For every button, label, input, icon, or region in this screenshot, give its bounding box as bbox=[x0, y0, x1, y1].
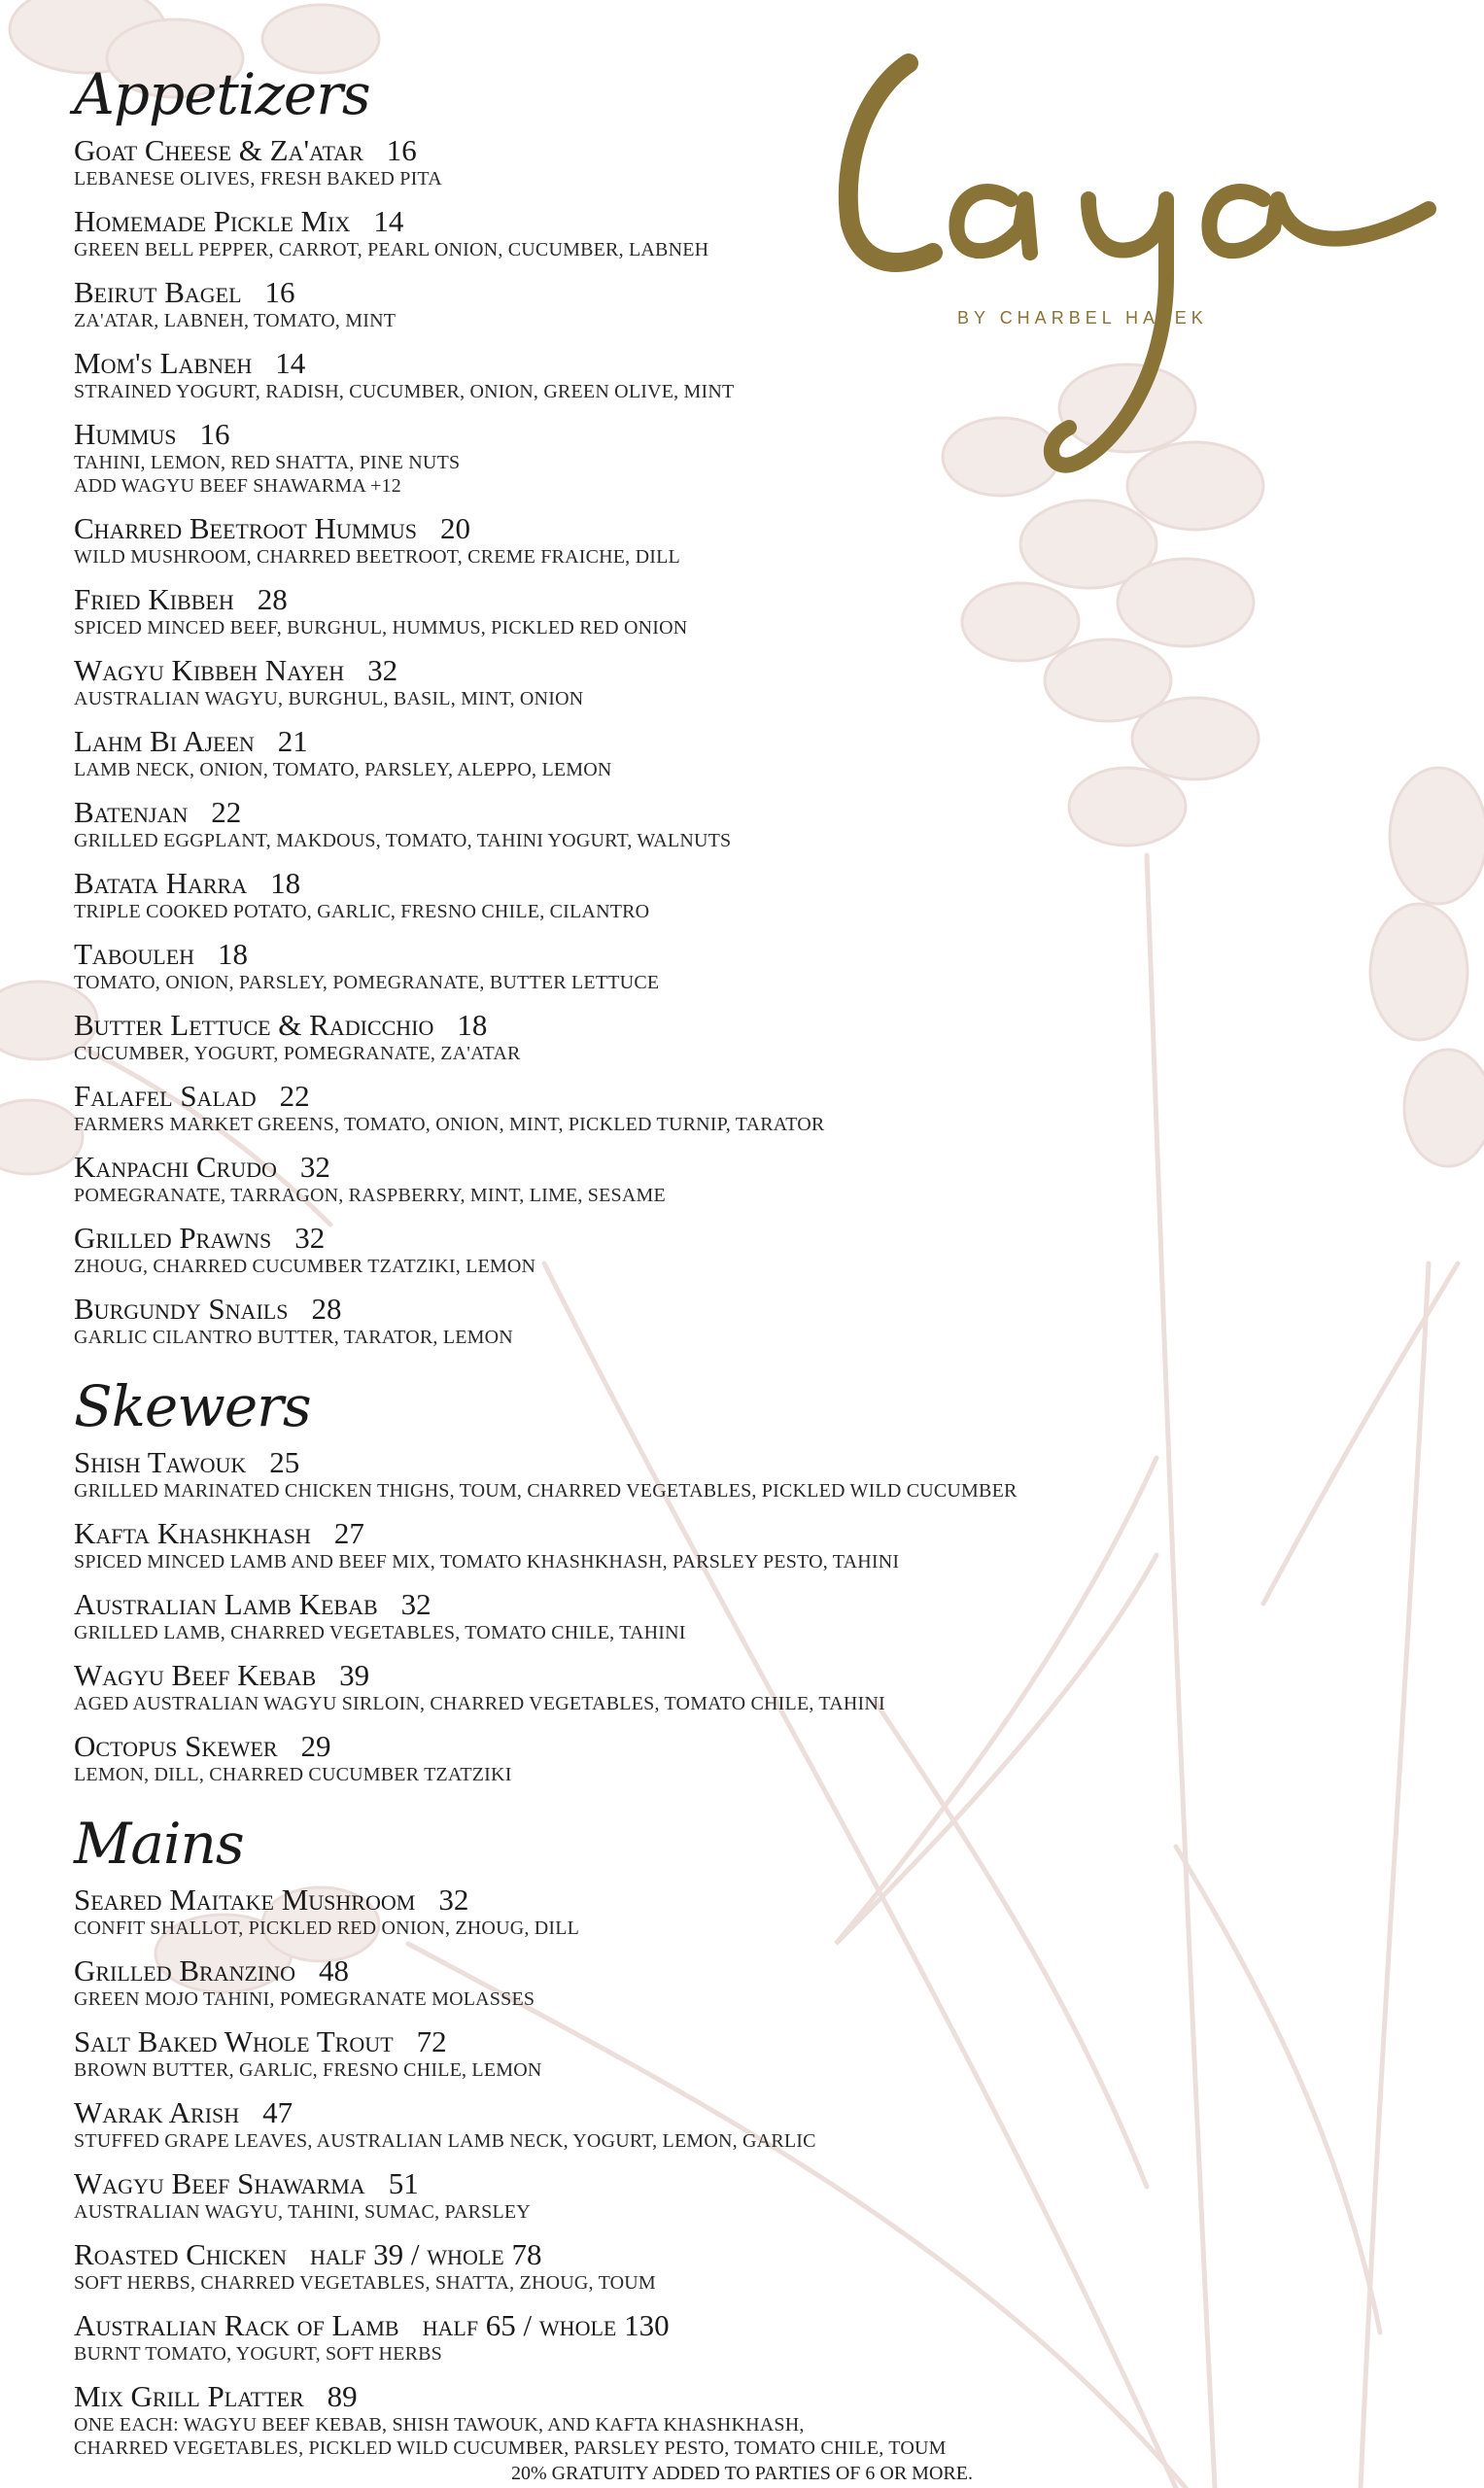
menu-section-appetizers bbox=[74, 62, 1201, 1349]
menu-item-header bbox=[74, 205, 1201, 238]
menu-item bbox=[74, 1659, 1201, 1715]
menu-item-description: STUFFED GRAPE LEAVES, AUSTRALIAN LAMB NECK, YOGURT, LEMON, GARLIC bbox=[74, 2130, 816, 2152]
menu-item-description: ZHOUG, CHARRED CUCUMBER TZATZIKI, LEMON bbox=[74, 1256, 536, 1277]
menu-item bbox=[74, 1080, 1201, 1136]
menu-item-name: Warak Arish bbox=[74, 2095, 240, 2129]
menu-item bbox=[74, 1954, 1201, 2011]
section-heading: Mains bbox=[74, 1811, 244, 1877]
menu-item-name: Beirut Bagel bbox=[74, 275, 242, 309]
menu-item bbox=[74, 1009, 1201, 1065]
menu-item-price: 22 bbox=[279, 1079, 310, 1113]
menu-item bbox=[74, 1517, 1201, 1573]
menu-item-name: Batata Harra bbox=[74, 866, 248, 900]
menu-item-description: AUSTRALIAN WAGYU, TAHINI, SUMAC, PARSLEY bbox=[74, 2201, 531, 2223]
menu-item-header bbox=[74, 1293, 1201, 1326]
menu-item-description: SPICED MINCED BEEF, BURGHUL, HUMMUS, PICKLED RED ONION bbox=[74, 617, 688, 639]
menu-item-description: SPICED MINCED LAMB AND BEEF MIX, TOMATO KHASHKHASH, PARSLEY PESTO, TAHINI bbox=[74, 1551, 900, 1572]
menu-item-price: 18 bbox=[457, 1008, 488, 1042]
menu-item-name: Goat Cheese & Za'atar bbox=[74, 133, 363, 167]
menu-item-price: 18 bbox=[218, 937, 249, 971]
menu-item-price: 32 bbox=[400, 1587, 431, 1621]
menu-item-name: Batenjan bbox=[74, 795, 189, 829]
menu-item bbox=[74, 134, 1201, 190]
menu-item bbox=[74, 654, 1201, 710]
menu-item-header bbox=[74, 1730, 1201, 1763]
menu-item-name: Wagyu Beef Shawarma bbox=[74, 2166, 365, 2200]
menu-item-description: CUCUMBER, YOGURT, POMEGRANATE, ZA'ATAR bbox=[74, 1043, 521, 1064]
menu-item-header bbox=[74, 1883, 1201, 1917]
menu-item-description: TOMATO, ONION, PARSLEY, POMEGRANATE, BUTTER LETTUCE bbox=[74, 972, 660, 993]
menu-item bbox=[74, 1222, 1201, 1278]
menu-item bbox=[74, 512, 1201, 569]
menu-item-name: Mix Grill Platter bbox=[74, 2379, 304, 2413]
menu-item-price: 18 bbox=[270, 866, 301, 900]
menu-item-description: SOFT HERBS, CHARRED VEGETABLES, SHATTA, ZHOUG, TOUM bbox=[74, 2272, 656, 2294]
menu-item-name: Wagyu Kibbeh Nayeh bbox=[74, 653, 345, 687]
menu-item-description: TAHINI, LEMON, RED SHATTA, PINE NUTS bbox=[74, 452, 461, 473]
menu-item-description: CONFIT SHALLOT, PICKLED RED ONION, ZHOUG, DILL bbox=[74, 1918, 580, 1939]
menu-item-header bbox=[74, 2096, 1201, 2129]
menu-item bbox=[74, 1883, 1201, 1940]
menu-item-header bbox=[74, 725, 1201, 758]
menu-item-price: 72 bbox=[416, 2024, 447, 2058]
menu-item-description: BROWN BUTTER, GARLIC, FRESNO CHILE, LEMON bbox=[74, 2059, 542, 2081]
menu-item-price: 32 bbox=[438, 1883, 469, 1917]
menu-item-name: Grilled Prawns bbox=[74, 1221, 272, 1255]
menu-item bbox=[74, 2238, 1201, 2295]
menu-item-description: ZA'ATAR, LABNEH, TOMATO, MINT bbox=[74, 310, 397, 331]
menu-item-name: Shish Tawouk bbox=[74, 1445, 247, 1479]
menu-item bbox=[74, 276, 1201, 332]
menu-item bbox=[74, 2096, 1201, 2153]
menu-item-name: Tabouleh bbox=[74, 937, 195, 971]
menu-item-price: 20 bbox=[440, 511, 471, 545]
menu-item-header bbox=[74, 512, 1201, 545]
menu-item bbox=[74, 1446, 1201, 1503]
menu-item bbox=[74, 725, 1201, 781]
menu-item-header bbox=[74, 1080, 1201, 1113]
menu-item-header bbox=[74, 1151, 1201, 1184]
menu-item-name: Kanpachi Crudo bbox=[74, 1150, 277, 1184]
menu-item-price: 25 bbox=[269, 1445, 300, 1479]
menu-item-price: 14 bbox=[373, 204, 404, 238]
menu-item-name: Australian Lamb Kebab bbox=[74, 1587, 378, 1621]
menu-item-price: 28 bbox=[257, 582, 288, 616]
menu-item-header bbox=[74, 134, 1201, 167]
menu-item-description: LAMB NECK, ONION, TOMATO, PARSLEY, ALEPPO, LEMON bbox=[74, 759, 612, 780]
menu-item-name: Falafel Salad bbox=[74, 1079, 257, 1113]
menu-item-name: Roasted Chicken bbox=[74, 2237, 287, 2271]
menu-item-header bbox=[74, 1517, 1201, 1550]
menu-item-name: Fried Kibbeh bbox=[74, 582, 234, 616]
menu-item bbox=[74, 1151, 1201, 1207]
menu-item-price: 14 bbox=[275, 346, 306, 380]
section-heading: Appetizers bbox=[74, 61, 370, 127]
menu-item-description: AGED AUSTRALIAN WAGYU SIRLOIN, CHARRED VEGETABLES, TOMATO CHILE, TAHINI bbox=[74, 1693, 885, 1714]
menu-item-description: GREEN MOJO TAHINI, POMEGRANATE MOLASSES bbox=[74, 1988, 535, 2010]
menu-item-header bbox=[74, 796, 1201, 829]
menu-item-name: Australian Rack of Lamb bbox=[74, 2308, 399, 2342]
menu-item-description: BURNT TOMATO, YOGURT, SOFT HERBS bbox=[74, 2343, 442, 2365]
menu-item-header bbox=[74, 2025, 1201, 2058]
menu-item-header bbox=[74, 418, 1201, 451]
menu-item bbox=[74, 938, 1201, 994]
menu-item bbox=[74, 205, 1201, 261]
menu-item-header bbox=[74, 2309, 1201, 2342]
menu-item-name: Wagyu Beef Kebab bbox=[74, 1658, 317, 1692]
menu-item bbox=[74, 2025, 1201, 2082]
menu-item-name: Mom's Labneh bbox=[74, 346, 253, 380]
menu-item-description: ADD WAGYU BEEF SHAWARMA +12 bbox=[74, 475, 401, 497]
menu-item-header bbox=[74, 1222, 1201, 1255]
menu-item bbox=[74, 2309, 1201, 2366]
menu-item-description: FARMERS MARKET GREENS, TOMATO, ONION, MINT, PICKLED TURNIP, TARATOR bbox=[74, 1114, 825, 1135]
menu-item-price: 32 bbox=[294, 1221, 326, 1255]
menu-item-price: 27 bbox=[333, 1516, 364, 1550]
menu-item-header bbox=[74, 2380, 1201, 2413]
menu-item-description: GRILLED LAMB, CHARRED VEGETABLES, TOMATO CHILE, TAHINI bbox=[74, 1622, 686, 1643]
gratuity-note: 20% GRATUITY ADDED TO PARTIES OF 6 OR MORE. bbox=[511, 2463, 973, 2484]
menu-item-price: 32 bbox=[367, 653, 398, 687]
menu-item-header bbox=[74, 2238, 1201, 2271]
menu-item-price: 21 bbox=[277, 724, 308, 758]
menu-item-price: half 39 / whole 78 bbox=[309, 2237, 542, 2271]
menu-item bbox=[74, 1293, 1201, 1349]
menu-item-header bbox=[74, 276, 1201, 309]
menu-item-header bbox=[74, 1954, 1201, 1987]
menu-item-description: WILD MUSHROOM, CHARRED BEETROOT, CREME FRAICHE, DILL bbox=[74, 546, 680, 568]
menu-item-name: Octopus Skewer bbox=[74, 1729, 278, 1763]
menu-item-header bbox=[74, 1446, 1201, 1479]
menu-item-name: Seared Maitake Mushroom bbox=[74, 1883, 416, 1917]
menu-item-name: Kafta Khashkhash bbox=[74, 1516, 311, 1550]
menu-item-description: CHARRED VEGETABLES, PICKLED WILD CUCUMBER, PARSLEY PESTO, TOMATO CHILE, TOUM bbox=[74, 2437, 947, 2459]
menu-item-price: half 65 / whole 130 bbox=[422, 2308, 670, 2342]
menu-item-price: 32 bbox=[299, 1150, 330, 1184]
menu-item-name: Charred Beetroot Hummus bbox=[74, 511, 418, 545]
section-heading: Skewers bbox=[74, 1373, 311, 1439]
menu-content bbox=[74, 62, 1201, 2485]
menu-item-description: GREEN BELL PEPPER, CARROT, PEARL ONION, CUCUMBER, LABNEH bbox=[74, 239, 709, 260]
menu-item-description: ONE EACH: WAGYU BEEF KEBAB, SHISH TAWOUK, AND KAFTA KHASHKHASH, bbox=[74, 2414, 805, 2436]
menu-item bbox=[74, 583, 1201, 639]
menu-item-price: 28 bbox=[311, 1292, 342, 1326]
menu-item-price: 16 bbox=[199, 417, 230, 451]
menu-item-header bbox=[74, 1009, 1201, 1042]
menu-item bbox=[74, 1588, 1201, 1644]
menu-item bbox=[74, 1730, 1201, 1786]
menu-item bbox=[74, 796, 1201, 852]
menu-item bbox=[74, 418, 1201, 498]
menu-item-name: Homemade Pickle Mix bbox=[74, 204, 351, 238]
menu-section-mains bbox=[74, 1812, 1201, 2460]
menu-item bbox=[74, 2380, 1201, 2460]
menu-item-header bbox=[74, 654, 1201, 687]
menu-item-name: Salt Baked Whole Trout bbox=[74, 2024, 394, 2058]
menu-item-name: Burgundy Snails bbox=[74, 1292, 289, 1326]
menu-item-price: 89 bbox=[327, 2379, 358, 2413]
menu-item bbox=[74, 347, 1201, 403]
menu-item-price: 39 bbox=[339, 1658, 370, 1692]
logo-tagline: BY CHARBEL HAYEK bbox=[957, 308, 1208, 328]
menu-item-description: POMEGRANATE, TARRAGON, RASPBERRY, MINT, LIME, SESAME bbox=[74, 1185, 666, 1206]
menu-item-header bbox=[74, 1588, 1201, 1621]
menu-item-description: GRILLED EGGPLANT, MAKDOUS, TOMATO, TAHINI YOGURT, WALNUTS bbox=[74, 830, 732, 851]
menu-item-name: Lahm Bi Ajeen bbox=[74, 724, 255, 758]
menu-item-header bbox=[74, 867, 1201, 900]
menu-item-description: GARLIC CILANTRO BUTTER, TARATOR, LEMON bbox=[74, 1327, 513, 1348]
menu-item-header bbox=[74, 2167, 1201, 2200]
menu-item-header bbox=[74, 1659, 1201, 1692]
menu-item-description: LEBANESE OLIVES, FRESH BAKED PITA bbox=[74, 168, 442, 190]
menu-item-header bbox=[74, 938, 1201, 971]
menu-item-header bbox=[74, 583, 1201, 616]
menu-item-name: Grilled Branzino bbox=[74, 1953, 296, 1987]
menu-item-description: GRILLED MARINATED CHICKEN THIGHS, TOUM, CHARRED VEGETABLES, PICKLED WILD CUCUMBER bbox=[74, 1480, 1018, 1502]
menu-item-name: Butter Lettuce & Radicchio bbox=[74, 1008, 434, 1042]
menu-item-name: Hummus bbox=[74, 417, 177, 451]
menu-item-price: 47 bbox=[262, 2095, 293, 2129]
menu-item-price: 16 bbox=[264, 275, 295, 309]
menu-item-price: 29 bbox=[300, 1729, 331, 1763]
menu-item-price: 16 bbox=[386, 133, 417, 167]
menu-item-description: TRIPLE COOKED POTATO, GARLIC, FRESNO CHILE, CILANTRO bbox=[74, 901, 650, 922]
menu-item-price: 22 bbox=[211, 795, 242, 829]
menu-item bbox=[74, 2167, 1201, 2224]
menu-item-description: AUSTRALIAN WAGYU, BURGHUL, BASIL, MINT, ONION bbox=[74, 688, 584, 709]
menu-item-description: LEMON, DILL, CHARRED CUCUMBER TZATZIKI bbox=[74, 1764, 512, 1785]
menu-item bbox=[74, 867, 1201, 923]
menu-section-skewers bbox=[74, 1374, 1201, 1786]
menu-item-description: STRAINED YOGURT, RADISH, CUCUMBER, ONION, GREEN OLIVE, MINT bbox=[74, 381, 735, 402]
menu-item-price: 48 bbox=[319, 1953, 350, 1987]
menu-item-price: 51 bbox=[388, 2166, 419, 2200]
menu-item-header bbox=[74, 347, 1201, 380]
